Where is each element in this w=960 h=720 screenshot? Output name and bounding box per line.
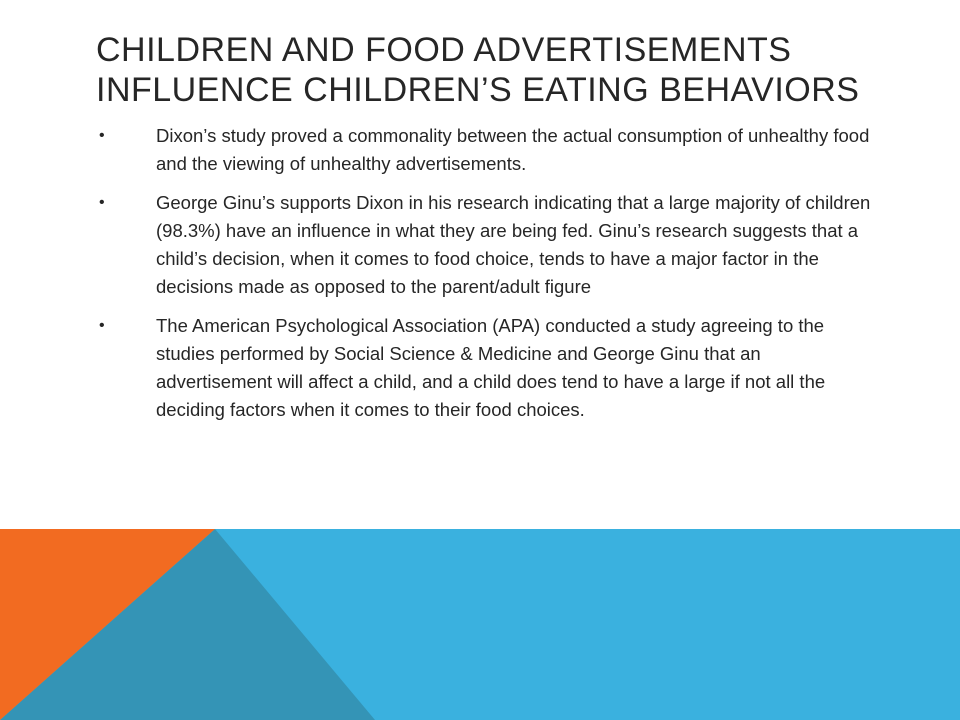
bullet-item-dixon	[96, 122, 876, 178]
slide-title	[96, 30, 896, 110]
bullet-dot-icon: •	[99, 317, 105, 334]
bullet-item-ginu	[96, 189, 876, 301]
bullet-dot-icon: •	[99, 127, 105, 144]
bullet-dot-icon: •	[99, 194, 105, 211]
bullet-item-apa	[96, 312, 876, 424]
bullet-text: George Ginu’s supports Dixon in his research indicating that a large majority of children (98.3%) have an influence in what they are being fed. Ginu’s research suggests that a child’s decision, when it comes to food choice, tends to have a major factor in the decisions made as opposed to the parent/adult figure	[156, 192, 871, 297]
bullet-text: The American Psychological Association (APA) conducted a study agreeing to the studies performed by Social Science & Medicine and George Ginu that an advertisement will affect a child, and a child does tend to have a large if not all the deciding factors when it comes to their food choices.	[156, 315, 826, 420]
bullet-list	[96, 122, 876, 435]
decorative-footer-band	[0, 529, 960, 720]
title-line-2: INFLUENCE CHILDREN’S EATING BEHAVIORS	[96, 71, 860, 109]
title-line-1: CHILDREN AND FOOD ADVERTISEMENTS	[96, 31, 792, 69]
bullet-text: Dixon’s study proved a commonality between the actual consumption of unhealthy food and the viewing of unhealthy advertisements.	[156, 125, 870, 174]
